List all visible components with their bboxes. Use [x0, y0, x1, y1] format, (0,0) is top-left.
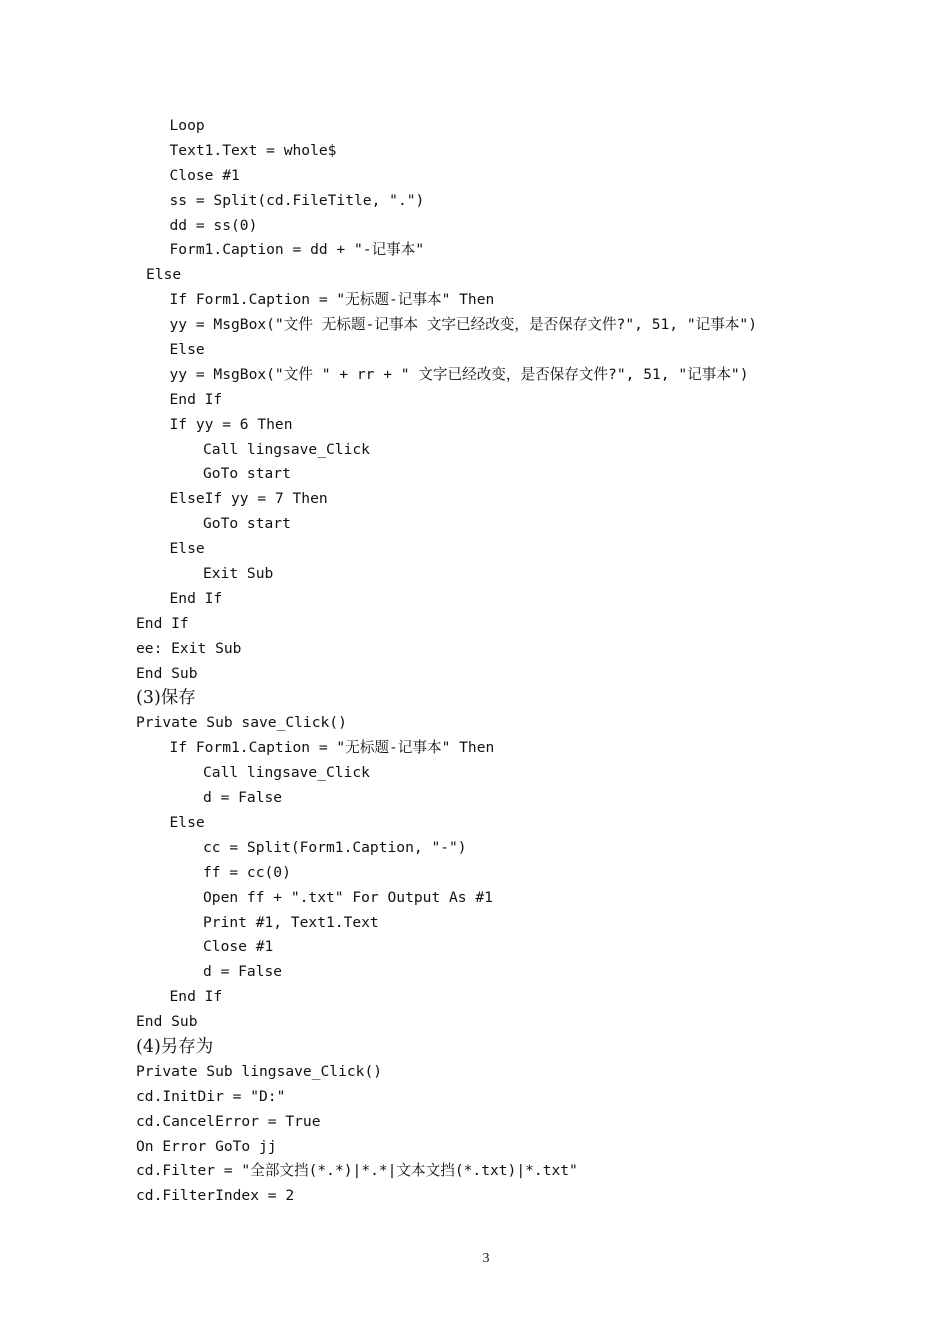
code-line: ElseIf yy = 7 Then [169, 490, 328, 508]
code-line: Text1.Text = whole$ [169, 141, 337, 159]
code-line: End If [136, 614, 189, 632]
code-line: ss = Split(cd.FileTitle, ".") [169, 191, 425, 209]
code-line: Private Sub lingsave_Click() [136, 1062, 383, 1080]
code-line: Loop [169, 117, 205, 134]
code-line: ff = cc(0) [203, 863, 291, 881]
code-line: Else [169, 813, 205, 831]
code-line: ee: Exit Sub [136, 639, 242, 657]
code-line: cd.FilterIndex = 2 [136, 1187, 295, 1205]
code-line: Form1.Caption = dd + "-记事本" [169, 241, 425, 259]
code-line: Else [169, 540, 205, 558]
code-line: d = False [203, 789, 283, 807]
code-line: Private Sub save_Click() [136, 714, 347, 732]
code-line: End If [169, 390, 223, 408]
code-line: End Sub [136, 1013, 198, 1031]
code-line: Close #1 [169, 166, 240, 184]
code-line: Close #1 [203, 938, 274, 956]
code-line: Call lingsave_Click [203, 764, 370, 782]
code-line: Open ff + ".txt" For Output As #1 [203, 888, 493, 906]
code-line: Else [146, 266, 182, 284]
code-line: yy = MsgBox("文件 无标题-记事本 文字已经改变，是否保存文件?", 51, "记事本") [169, 316, 757, 334]
code-line: End If [169, 589, 223, 607]
code-line: cd.InitDir = "D:" [136, 1087, 286, 1105]
code-line: On Error GoTo jj [136, 1137, 277, 1155]
code-line: If yy = 6 Then [169, 415, 293, 433]
code-line: End If [169, 988, 223, 1006]
code-line: GoTo start [203, 515, 291, 533]
code-line: cc = Split(Form1.Caption, "-") [203, 838, 467, 856]
code-line: Call lingsave_Click [203, 440, 370, 458]
code-line: yy = MsgBox("文件 " + rr + " 文字已经改变，是否保存文件?", 51, "记事本") [169, 365, 749, 383]
code-line: d = False [203, 963, 283, 981]
section-heading: (4)另存为 [136, 1036, 214, 1057]
code-line: Exit Sub [203, 565, 274, 583]
code-line: Print #1, Text1.Text [203, 913, 379, 931]
code-line: End Sub [136, 664, 198, 682]
code-line: If Form1.Caption = "无标题-记事本" Then [169, 739, 495, 757]
code-line: cd.Filter = "全部文挡(*.*)|*.*|文本文挡(*.txt)|*.txt" [136, 1162, 578, 1180]
code-line: cd.CancelError = True [136, 1112, 321, 1130]
code-line: GoTo start [203, 465, 291, 483]
page-number: 3 [482, 1251, 490, 1266]
code-line: Else [169, 341, 205, 359]
document-body [0, 114, 950, 1209]
section-heading: (3)保存 [136, 688, 196, 709]
code-line: If Form1.Caption = "无标题-记事本" Then [169, 291, 495, 309]
code-line: dd = ss(0) [169, 216, 258, 234]
